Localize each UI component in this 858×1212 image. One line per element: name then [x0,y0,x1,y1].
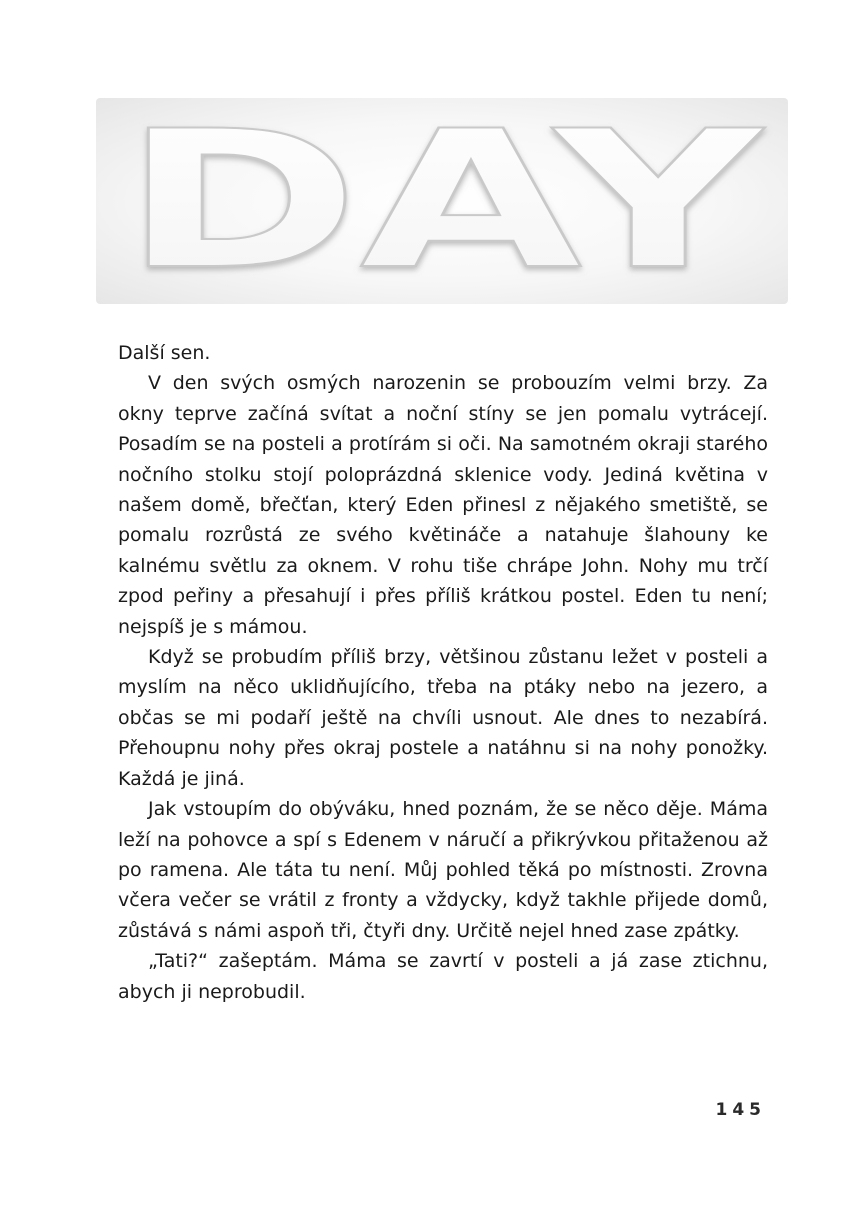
chapter-body [118,338,768,1007]
paragraph: Když se probudím příliš brzy, většinou zůstanu ležet v posteli a myslím na něco uklidňujícího, třeba na ptáky nebo na jezero, a občas se mi podaří ještě na chvíli usnout. Ale dnes to nezabírá. Přehoupnu nohy přes okraj postele a natáhnu si na nohy ponožky. Každá je jiná. [118,646,768,790]
paragraph: Jak vstoupím do obýváku, hned poznám, že se něco děje. Máma leží na pohovce a spí s Edenem v náručí a přikrývkou přitaženou až po ramena. Ale táta tu není. Můj pohled těká po místnosti. Zrovna včera večer se vrátil z fronty a vždycky, když takhle přijede domů, zůstává s námi aspoň tři, čtyři dny. Určitě nejel hned zase zpátky. [118,798,768,942]
chapter-title-graphic [96,98,788,304]
page-number: 145 [715,1100,766,1120]
chapter-heading [96,98,788,304]
chapter-title: DAY [122,98,766,304]
paragraph: „Tati?“ zašeptám. Máma se zavrtí v posteli a já zase ztichnu, abych ji neprobudil. [118,950,768,1003]
paragraph: Další sen. [118,342,211,364]
paragraph: V den svých osmých narozenin se probouzím velmi brzy. Za okny teprve začíná svítat a noční stíny se jen pomalu vytrácejí. Posadím se na posteli a protírám si oči. Na samotném okraji starého nočního stolku stojí poloprázdná sklenice vody. Jediná květina v našem domě, břečťan, který Eden přinesl z nějakého smetiště, se pomalu rozrůstá ze svého květináče a natahuje šlahouny ke kalnému světlu za oknem. V rohu tiše chrápe John. Nohy mu trčí zpod peřiny a přesahují i přes příliš krátkou postel. Eden tu není; nejspíš je s mámou. [118,372,768,638]
